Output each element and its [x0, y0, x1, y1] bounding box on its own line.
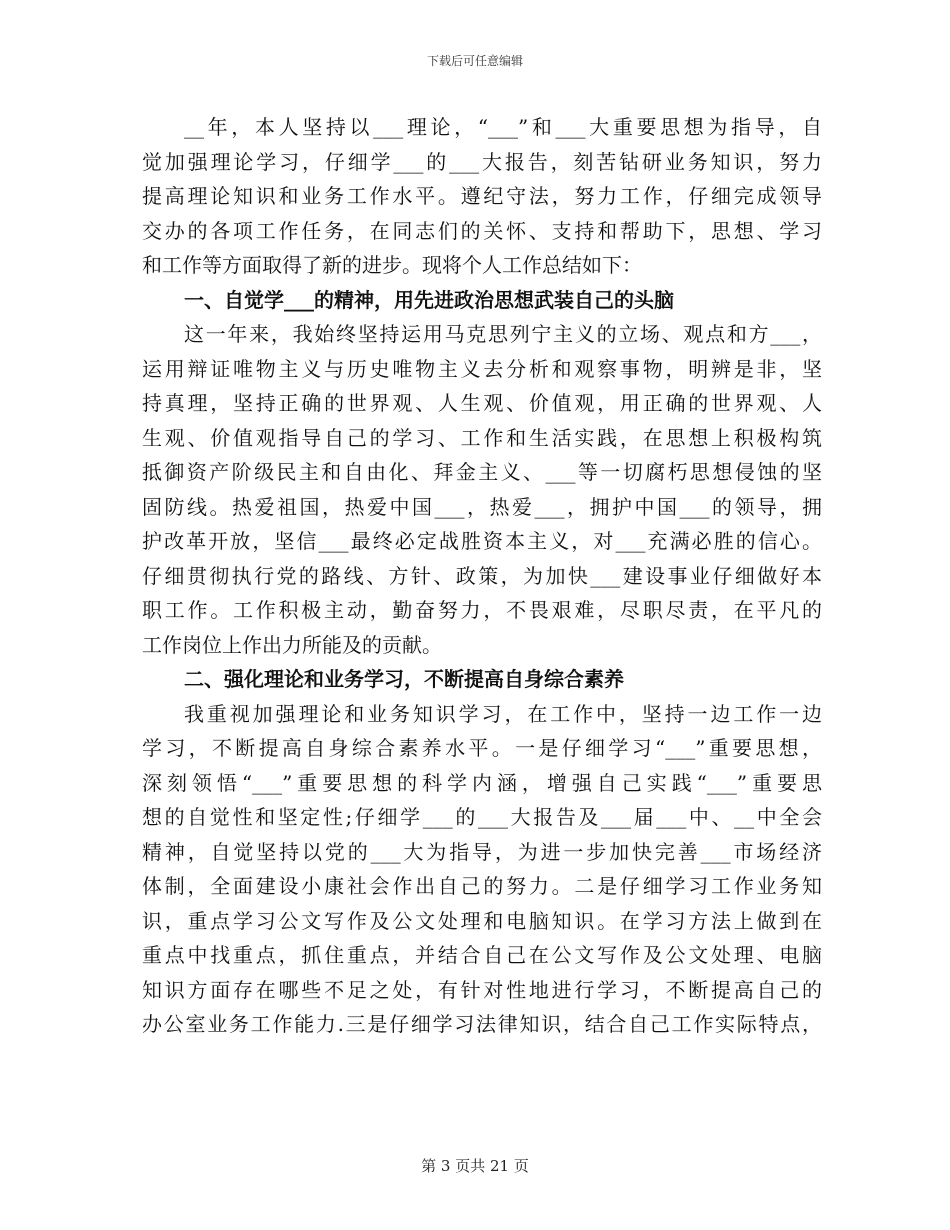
text-line: 职工作。工作积极主动，勤奋努力，不畏艰难，尽职尽责，在平凡的: [142, 598, 822, 622]
text-line: 办公室业务工作能力.三是仔细学习法律知识，结合自己工作实际特点，: [142, 1012, 822, 1036]
text-line: 我重视加强理论和业务知识学习，在工作中，坚持一边工作一边: [184, 701, 822, 726]
text-line: 知识方面存在哪些不足之处，有针对性地进行学习，不断提高自己的: [142, 977, 822, 1002]
text-line: 精神，自觉坚持以党的___大为指导，为进一步加快完善___市场经济: [142, 839, 822, 864]
text-line: 学习，不断提高自身综合素养水平。一是仔细学习“___”重要思想，: [142, 736, 822, 760]
paragraph: [142, 317, 822, 662]
text-line: 护改革开放，坚信___最终必定战胜资本主义，对___充满必胜的信心。: [142, 529, 822, 553]
text-line: 深刻领悟“___”重要思想的科学内涵，增强自己实践“___”重要思: [142, 770, 822, 795]
text-line: 生观、价值观指导自己的学习、工作和生活实践，在思想上积极构筑: [142, 425, 822, 450]
text-line: 持真理，坚持正确的世界观、人生观、价值观，用正确的世界观、人: [142, 391, 822, 415]
text-line: 识，重点学习公文写作及公文处理和电脑知识。在学习方法上做到在: [142, 908, 822, 933]
page-header: 下载后可任意编辑: [426, 54, 523, 68]
text-line: 固防线。热爱祖国，热爱中国___，热爱___，拥护中国___的领导，拥: [142, 494, 822, 519]
section-heading: 二、强化理论和业务学习，不断提高自身综合素养: [184, 667, 624, 691]
text-line: __年，本人坚持以___理论，“___”和___大重要思想为指导，自: [184, 115, 822, 139]
text-line: 觉加强理论学习，仔细学___的___大报告，刻苦钻研业务知识，努力: [142, 149, 822, 174]
text-line: 仔细贯彻执行党的路线、方针、政策，为加快___建设事业仔细做好本: [142, 563, 822, 588]
text-line: 运用辩证唯物主义与历史唯物主义去分析和观察事物，明辨是非，坚: [142, 356, 822, 381]
text-line: 想的自觉性和坚定性;仔细学___的___大报告及___届___中、__中全会: [142, 805, 822, 829]
text-line: 交办的各项工作任务，在同志们的关怀、支持和帮助下，思想、学习: [142, 218, 822, 243]
section-heading: 一、自觉学___的精神，用先进政治思想武装自己的头脑: [184, 287, 674, 312]
text-line: 工作岗位上作出力所能及的贡献。: [142, 632, 442, 657]
page-footer: 第 3 页共 21 页: [421, 1157, 529, 1175]
text-line: 和工作等方面取得了新的进步。现将个人工作总结如下：: [142, 253, 642, 277]
text-line: 重点中找重点，抓住重点，并结合自己在公文写作及公文处理、电脑: [142, 943, 822, 967]
paragraph: [142, 110, 822, 283]
document-body: [142, 110, 822, 1042]
paragraph: [142, 697, 822, 1042]
text-line: 体制，全面建设小康社会作出自己的努力。二是仔细学习工作业务知: [142, 874, 822, 898]
text-line: 抵御资产阶级民主和自由化、拜金主义、___等一切腐朽思想侵蚀的坚: [142, 460, 822, 484]
text-line: 提高理论知识和业务工作水平。遵纪守法，努力工作，仔细完成领导: [142, 184, 822, 208]
text-line: 这一年来，我始终坚持运用马克思列宁主义的立场、观点和方___，: [184, 322, 822, 346]
